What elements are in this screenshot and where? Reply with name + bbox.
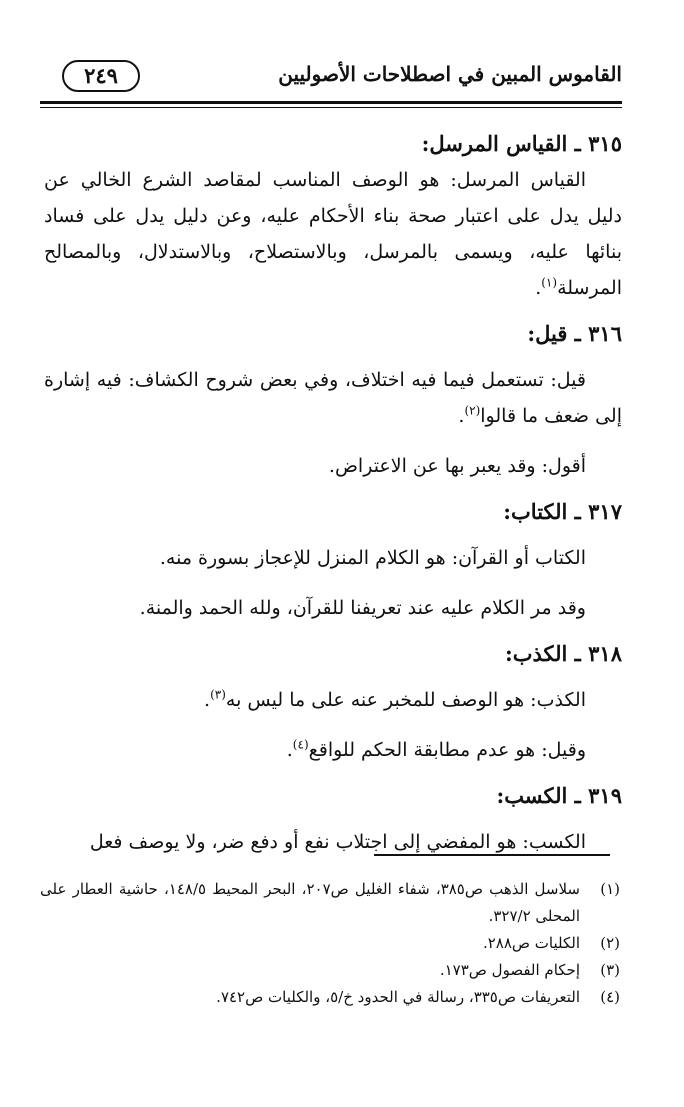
paragraph-text: قيل: تستعمل فيما فيه اختلاف، وفي بعض شروح الكشاف: فيه إشارة إلى ضعف ما قالوا: [44, 369, 622, 427]
entry-316: [44, 316, 622, 484]
entry-319: [44, 778, 622, 860]
paragraph-end: .: [535, 277, 542, 299]
paragraph-text: الكذب: هو الوصف للمخبر عنه على ما ليس به: [225, 689, 586, 711]
entry-paragraph: [44, 448, 622, 484]
paragraph-end: .: [204, 689, 211, 711]
entry-315: [44, 126, 622, 306]
entry-317: [44, 494, 622, 626]
footnote-number: (٢): [600, 934, 620, 952]
footnote-item: [40, 876, 620, 930]
footnote-ref[interactable]: (٤): [292, 737, 309, 752]
paragraph-text: وقد مر الكلام عليه عند تعريفنا للقرآن، ولله الحمد والمنة.: [139, 597, 586, 619]
entry-paragraph: [44, 540, 622, 576]
entry-heading: ٣١٧ ـ الكتاب:: [503, 499, 622, 524]
footnote-ref[interactable]: (٣): [210, 687, 226, 702]
entry-heading: ٣١٥ ـ القياس المرسل:: [421, 131, 622, 156]
paragraph-end: .: [458, 405, 465, 427]
footnote-ref[interactable]: (٢): [464, 403, 481, 418]
entry-paragraph: [44, 682, 622, 718]
paragraph-text: وقيل: هو عدم مطابقة الحكم للواقع: [308, 739, 586, 761]
footnote-text: الكليات ص٢٨٨.: [482, 934, 580, 952]
footnote-text: التعريفات ص٣٣٥، رسالة في الحدود خ/٥، والكليات ص٧٤٢.: [216, 988, 580, 1006]
footnote-text: سلاسل الذهب ص٣٨٥، شفاء الغليل ص٢٠٧، البحر المحيط ١٤٨/٥، حاشية العطار على المحلى ٣٢٧/٢.: [40, 880, 580, 925]
footnote-number: (٤): [600, 988, 620, 1006]
entry-paragraph: [44, 732, 622, 768]
paragraph-text: الكسب: هو المفضي إلى اجتلاب نفع أو دفع ضر، ولا يوصف فعل: [89, 831, 586, 853]
header-rule-thin: [40, 107, 622, 108]
footnotes: [40, 876, 620, 1011]
entry-heading: ٣١٨ ـ الكذب:: [505, 641, 622, 666]
footnote-item: [40, 930, 620, 957]
running-title: القاموس المبين في اصطلاحات الأصوليين: [278, 62, 622, 86]
paragraph-text: القياس المرسل: هو الوصف المناسب لمقاصد الشرع الخالي عن دليل يدل على اعتبار صحة بناء الأحكام عليه، وعن دليل يدل على فساد بنائها عليه، ويسمى بالمرسل، وبالاستصلاح، وبالاستدلال، وبالمصالح المرسلة: [44, 169, 622, 299]
entry-paragraph: [44, 590, 622, 626]
footnote-ref[interactable]: (١): [541, 275, 558, 290]
paragraph-text: الكتاب أو القرآن: هو الكلام المنزل للإعجاز بسورة منه.: [159, 547, 586, 569]
entry-paragraph: [44, 362, 622, 434]
main-content: [44, 126, 622, 860]
page-header: [40, 58, 622, 98]
footnote-item: [40, 957, 620, 984]
footnote-separator: [374, 854, 610, 856]
footnote-text: إحكام الفصول ص١٧٣.: [439, 961, 580, 979]
footnote-number: (٣): [600, 961, 620, 979]
entry-318: [44, 636, 622, 768]
page-number: ٢٤٩: [62, 60, 140, 92]
paragraph-end: .: [286, 739, 293, 761]
header-rule-thick: [40, 101, 622, 104]
paragraph-text: أقول: وقد يعبر بها عن الاعتراض.: [328, 455, 586, 477]
entry-paragraph: [44, 162, 622, 306]
entry-heading: ٣١٩ ـ الكسب:: [496, 783, 622, 808]
entry-heading: ٣١٦ ـ قيل:: [527, 321, 622, 346]
footnote-item: [40, 984, 620, 1011]
footnote-number: (١): [600, 880, 620, 898]
